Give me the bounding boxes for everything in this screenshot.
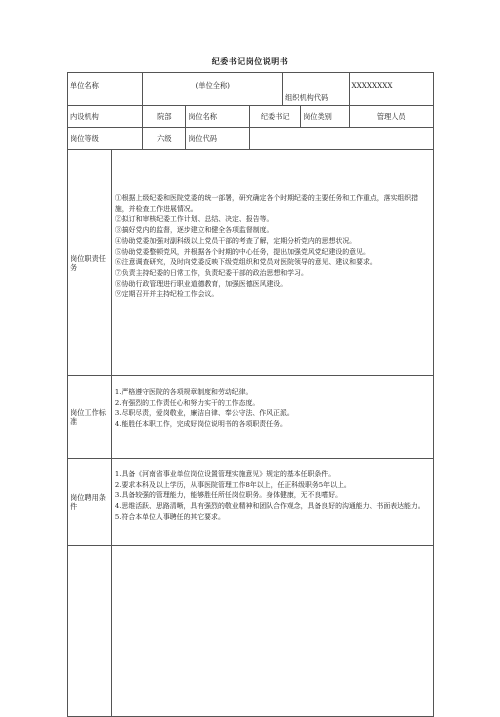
requirements-row (68, 459, 434, 546)
standards-content (111, 376, 433, 459)
duties-label: 岗位职责任务 (68, 150, 112, 376)
standards-label: 岗位工作标准 (68, 376, 112, 459)
position-name-label: 岗位名称 (186, 106, 250, 128)
standards-item: 2.有强烈的工作责任心和努力实干的工作态度。 (114, 398, 260, 407)
standards-list (112, 376, 433, 430)
duties-item: ⑤协助党委整顿党风，并根据各个时期的中心任务，提出加强党风党纪建设的意见。 (114, 247, 370, 256)
position-description-table (67, 72, 434, 717)
blank-content-cell (111, 546, 433, 717)
duties-item: ⑧协助行政管理进行职业道德教育，加强医德医风建设。 (114, 279, 288, 288)
standards-item: 1.严格遵守医院的各项规章制度和劳动纪律。 (114, 388, 253, 396)
blank-label-cell (68, 546, 112, 717)
duties-item: ⑦负责主持纪委的日常工作，负责纪委干部的政治思想和学习。 (114, 268, 308, 277)
requirements-item: 3.具备较强的管理能力，能够胜任所任岗位职务。身体健康，无不良嗜好。 (114, 491, 342, 500)
duties-item: ②拟订和审核纪委工作计划、总结、决定、报告等。 (114, 215, 274, 224)
org-code-value: XXXXXXXX (349, 73, 434, 106)
duties-item: ⑨定期召开并主持纪检工作会议。 (114, 290, 219, 299)
duties-row (68, 150, 434, 376)
blank-row (68, 546, 434, 717)
position-grade-value: 六级 (143, 128, 186, 150)
duties-content (111, 150, 433, 376)
unit-name-value: (单位全称) (143, 73, 283, 106)
document-title: 纪委书记岗位说明书 (211, 56, 289, 66)
requirements-item: 2.要求本科及以上学历，从事医院管理工作8年以上，任正科级职务5年以上。 (114, 480, 351, 489)
position-name-value: 纪委书记 (250, 106, 301, 128)
standards-item: 3.尽职尽责，爱岗敬业，廉洁自律、奉公守法、作风正派。 (114, 409, 294, 418)
position-category-value: 管理人员 (349, 106, 434, 128)
standards-item: 4.能胜任本职工作，完成好岗位说明书的各项职责任务。 (114, 420, 287, 429)
dept-label: 内设机构 (68, 106, 143, 128)
position-grade-label: 岗位等级 (68, 128, 143, 150)
requirements-item: 4.思维活跃、思路清晰，具有强烈的敬业精神和团队合作观念，具备良好的沟通能力、书面表达能力。 (114, 502, 425, 511)
requirements-label: 岗位聘用条件 (68, 459, 112, 546)
duties-item: ⑥注意调查研究，及时向党委反映下级党组织和党员对医院领导的意见、建议和要求。 (114, 258, 377, 267)
requirements-list (112, 459, 433, 523)
position-code-label: 岗位代码 (186, 128, 250, 150)
duties-item: ①根据上级纪委和医院党委的统一部署，研究确定各个时期纪委的主要任务和工作重点，落实组织措施，并检查工作进展情况。 (114, 194, 419, 213)
dept-value: 院部 (143, 106, 186, 128)
org-code-label: 组织机构代码 (283, 73, 349, 106)
duties-item: ④协助党委加强对副科级以上党员干部的考查了解，定期分析党内的思想状况。 (114, 236, 357, 245)
requirements-content (111, 459, 433, 546)
unit-name-label: 单位名称 (68, 73, 143, 106)
unit-name-row (68, 73, 434, 106)
requirements-item: 1.具备《河南省事业单位岗位设置管理实施意见》规定的基本任职条件。 (114, 470, 336, 478)
standards-row (68, 376, 434, 459)
dept-row (68, 106, 434, 128)
position-code-value (250, 128, 434, 150)
grade-row (68, 128, 434, 150)
requirements-item: 5.符合本单位人事聘任的其它要求。 (114, 512, 225, 521)
duties-list (112, 150, 433, 300)
duties-item: ③搞好党内的监督，逐步建立和健全各项监督制度。 (114, 226, 274, 235)
position-category-label: 岗位类别 (301, 106, 349, 128)
